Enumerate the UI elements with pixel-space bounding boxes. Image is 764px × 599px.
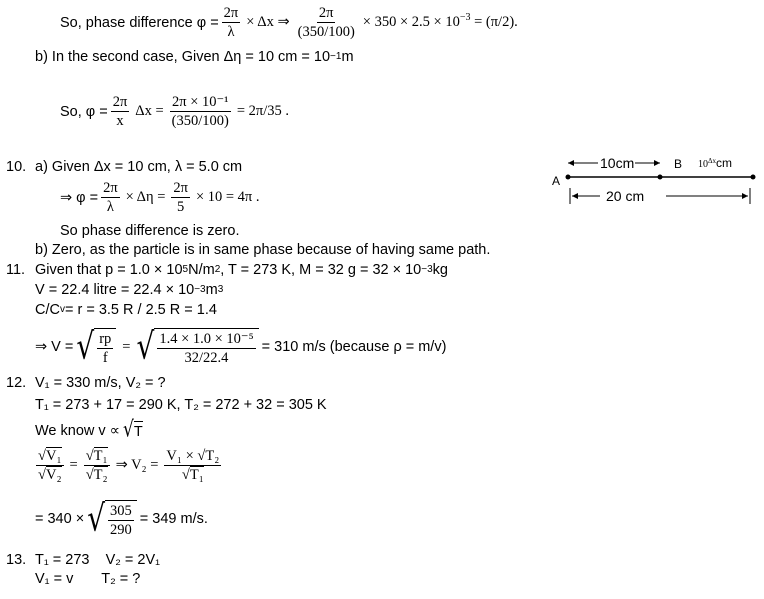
- text: cm: [716, 156, 733, 170]
- denominator: λ: [106, 199, 114, 215]
- denominator: √T₁: [181, 467, 204, 483]
- second-case-line: b) In the second case, Given Δη = 10 cm = 10 −1 m: [35, 49, 354, 65]
- text: T₁ = 273 + 17 = 290 K, T₂ = 272 + 32 = 305 K: [35, 397, 327, 413]
- text: Given that p = 1.0 × 10: [35, 262, 183, 278]
- text: V₁ = 330 m/s, V₂ = ?: [35, 375, 166, 391]
- fraction: [222, 5, 241, 40]
- exponent: −3: [459, 12, 471, 24]
- text: = 349 m/s.: [139, 511, 208, 527]
- text: , T = 273 K, M = 32 g = 32 × 10: [220, 262, 422, 278]
- text: = 310 m/s (because ρ = m/v): [261, 339, 447, 355]
- q11-velocity: [35, 324, 447, 368]
- radical-icon: √: [87, 496, 106, 540]
- fraction: [111, 94, 130, 129]
- text: V₁: [45, 448, 62, 464]
- q11-given: Given that p = 1.0 × 10 5 N/m 2 , T = 273 K, M = 32 g = 32 × 10 −3 kg: [35, 262, 448, 278]
- text: × 10 = 4π .: [195, 189, 260, 205]
- denominator: √T₂: [85, 467, 108, 483]
- numerator: √T₁: [85, 448, 108, 464]
- numerator: 2π: [112, 94, 128, 110]
- arrow-head: [568, 160, 574, 166]
- text: N/m: [188, 262, 215, 278]
- text: V₂: [45, 467, 62, 483]
- text: b) In the second case, Given Δη = 10 cm = 10: [35, 49, 331, 65]
- exponent: Δx: [708, 157, 717, 165]
- q11-ratio: C/C v = r = 3.5 R / 2.5 R = 1.4: [35, 302, 217, 318]
- text: C/C: [35, 302, 60, 318]
- denominator: (350/100): [297, 24, 355, 40]
- q12-ratio: [33, 448, 224, 483]
- numerator: 2π: [173, 180, 188, 196]
- text: = (π/2).: [474, 14, 518, 30]
- arrow-head: [572, 193, 578, 199]
- question-number: 12.: [6, 375, 27, 391]
- text: × Δx ⇒: [246, 14, 290, 30]
- arrow-head: [742, 193, 748, 199]
- text: 10: [698, 159, 708, 170]
- text: ⇒ V₂ =: [115, 457, 159, 473]
- point-a: [566, 175, 571, 180]
- text: × Δη =: [125, 189, 166, 205]
- phi-line: [60, 94, 292, 129]
- numerator: rp: [99, 331, 112, 347]
- fraction: [170, 94, 231, 129]
- label-dx: [698, 156, 732, 170]
- denominator: (350/100): [171, 113, 229, 129]
- text: So, φ =: [60, 103, 108, 120]
- text: = 2π/35 .: [236, 103, 290, 119]
- fraction: [97, 331, 113, 366]
- label-b: B: [674, 157, 683, 171]
- q12-result: [35, 496, 208, 540]
- point-end: [751, 175, 756, 180]
- q10-phi-line: [60, 180, 263, 215]
- text: T₁ = 273 V₂ = 2V₁: [35, 552, 161, 568]
- fraction: [84, 448, 110, 483]
- radical-icon: √: [76, 324, 95, 368]
- fraction: [108, 503, 134, 538]
- label-10cm: 10cm: [600, 155, 635, 171]
- text: V = 22.4 litre = 22.4 × 10: [35, 282, 195, 298]
- numerator: √V₁: [38, 448, 62, 464]
- text: [363, 14, 518, 31]
- text: = r = 3.5 R / 2.5 R = 1.4: [64, 302, 217, 318]
- text: Δx =: [135, 103, 164, 119]
- q10-given: a) Given Δx = 10 cm, λ = 5.0 cm: [35, 159, 243, 175]
- denominator: 32/22.4: [184, 350, 229, 366]
- denominator: 290: [110, 522, 132, 538]
- text: m: [205, 282, 218, 298]
- radical-icon: √: [136, 324, 155, 368]
- numerator: 2π: [318, 5, 334, 21]
- text: ⇒ V =: [35, 339, 74, 355]
- numerator: 2π: [103, 180, 118, 196]
- question-number: 10.: [6, 159, 27, 175]
- sqrt: [136, 324, 258, 368]
- denominator: 5: [177, 199, 185, 215]
- numerator: 2π: [223, 5, 239, 21]
- numerator: 2π × 10⁻¹: [172, 94, 229, 110]
- label-20cm: 20 cm: [606, 188, 645, 204]
- radical-icon: √: [123, 416, 134, 443]
- text: V₁ = v T₂ = ?: [35, 571, 141, 587]
- text: T₁: [93, 448, 108, 464]
- sqrt: [87, 496, 137, 540]
- text: T₂: [93, 467, 108, 483]
- text: ⇒ φ =: [60, 189, 99, 206]
- fraction: [171, 180, 190, 215]
- text: T: [134, 421, 143, 440]
- text: b) Zero, as the particle is in same phase because of having same path.: [35, 242, 491, 258]
- fraction: [101, 180, 120, 215]
- sqrt: [123, 416, 143, 443]
- sqrt: [76, 324, 116, 368]
- question-number: 11.: [6, 262, 26, 278]
- numerator: V₁ × √T₂: [166, 448, 220, 464]
- distance-diagram: [552, 150, 760, 210]
- point-b: [658, 175, 663, 180]
- text: kg: [432, 262, 448, 278]
- text: m: [341, 49, 354, 65]
- arrow-head: [654, 160, 660, 166]
- denominator: x: [116, 113, 124, 129]
- phase-difference-line: [60, 5, 521, 40]
- q12-proportional: [35, 416, 146, 443]
- numerator: 1.4 × 1.0 × 10⁻⁵: [159, 331, 254, 347]
- text: So phase difference is zero.: [60, 223, 240, 239]
- text: T₁: [189, 467, 204, 483]
- text: × 350 × 2.5 × 10: [362, 14, 460, 30]
- fraction: [157, 331, 255, 366]
- label-a: A: [552, 174, 561, 188]
- fraction: [164, 448, 221, 483]
- q11-volume: V = 22.4 litre = 22.4 × 10 −3 m 3: [35, 282, 224, 298]
- text: =: [69, 457, 78, 473]
- question-number: 13.: [6, 552, 27, 568]
- numerator: 305: [110, 503, 132, 519]
- denominator: √V₂: [38, 467, 62, 483]
- text: =: [122, 338, 131, 355]
- text: So, phase difference φ =: [60, 14, 219, 31]
- text: = 340 ×: [35, 511, 85, 527]
- denominator: λ: [227, 24, 235, 40]
- fraction: [36, 448, 64, 483]
- denominator: f: [102, 350, 108, 366]
- fraction: [296, 5, 357, 40]
- text: We know v ∝: [35, 422, 121, 439]
